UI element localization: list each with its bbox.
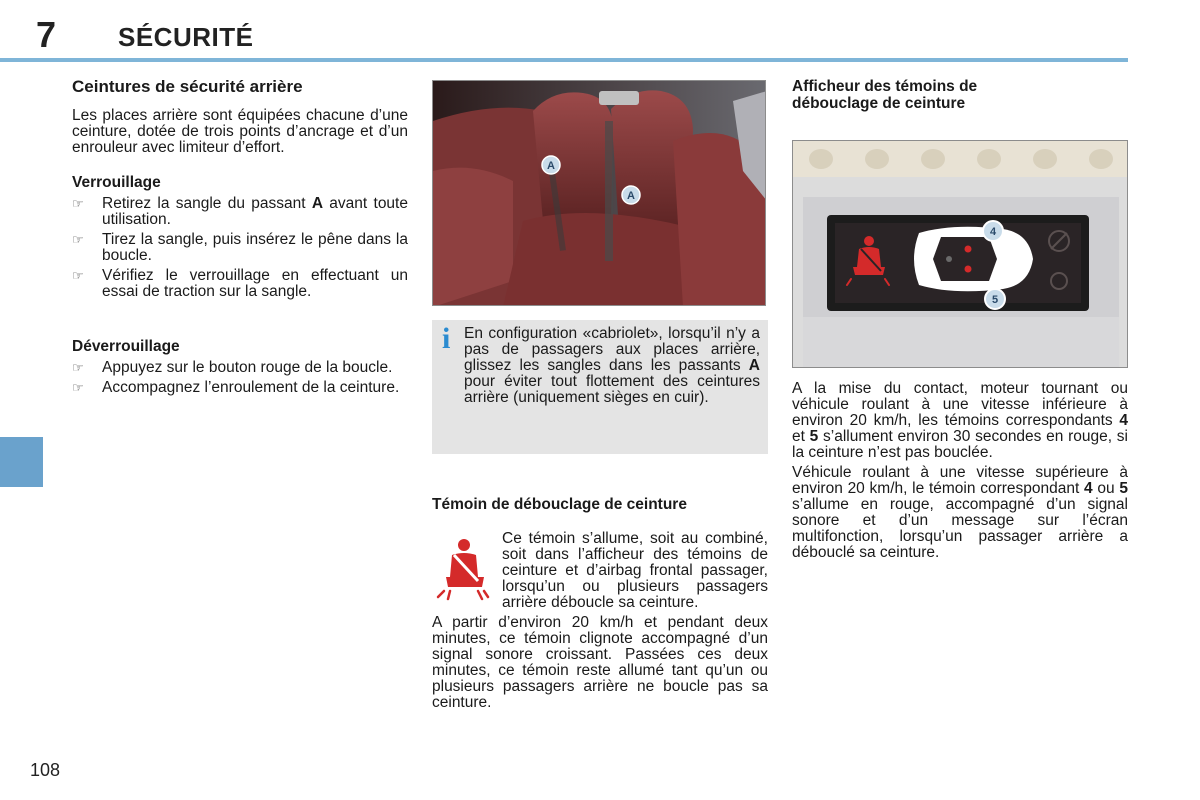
heading-unlocking: Déverrouillage [72, 338, 180, 355]
pointing-hand-icon: ☞ [72, 360, 84, 375]
page-header [0, 0, 1200, 64]
list-item: ☞ Accompagnez l’enroulement de la ceinture. [72, 379, 400, 396]
warning-paragraph-1: Ce témoin s’allume, soit au combiné, soit dans l’afficheur des témoins de ceinture et d’airbag frontal passager, lorsqu’un ou plusieurs passagers arrière déboucle sa ceinture. [502, 530, 768, 611]
display-paragraph-1: A la mise du contact, moteur tournant ou véhicule roulant à une vitesse inférieure à environ 20 km/h, les témoins correspondants 4 et 5 s’allument environ 30 secondes en rouge, si la ceinture n’est pas bouclée. [792, 380, 1129, 461]
right-column [792, 78, 1128, 565]
section-heading-rear-belts: Ceintures de sécurité arrière [72, 77, 303, 96]
label-a-left: A [547, 160, 555, 172]
heading-locking: Verrouillage [72, 174, 161, 191]
chapter-side-tab [0, 437, 43, 487]
unbuckle-warning-section [432, 531, 768, 711]
intro-paragraph: Les places arrière sont équipées chacune d’une ceinture, dotée de trois points d’ancrage et d’un enrouleur avec limiteur d’effort. [72, 107, 408, 156]
heading-warning-display: Afficheur des témoins de débouclage de ceinture [792, 78, 978, 112]
label-5: 5 [991, 294, 999, 306]
pointing-hand-icon: ☞ [72, 196, 84, 211]
chapter-title: SÉCURITÉ [118, 22, 254, 52]
info-icon: i [442, 322, 451, 355]
header-divider [0, 58, 1128, 62]
warning-paragraph-2: A partir d’environ 20 km/h et pendant deux minutes, ce témoin clignote accompagné d’un signal sonore croissant. Passées ces deux minutes, ce témoin reste allumé tant qu’un ou plusieurs passagers arrière ne boucle pas sa ceinture. [432, 614, 768, 711]
list-item: ☞ Retirez la sangle du passant A avant toute utilisation. [72, 195, 408, 228]
rear-seats-photo [432, 80, 766, 306]
pointing-hand-icon: ☞ [72, 232, 84, 247]
pointing-hand-icon: ☞ [72, 380, 84, 395]
page-number: 108 [30, 760, 61, 780]
list-item: ☞ Tirez la sangle, puis insérez le pêne dans la boucle. [72, 231, 408, 264]
label-4: 4 [989, 226, 997, 238]
left-column [72, 78, 408, 400]
unlocking-steps [72, 360, 408, 396]
chapter-number: 7 [36, 14, 57, 55]
label-a-right: A [627, 190, 635, 202]
info-note-box [432, 320, 768, 454]
list-item: ☞ Vérifiez le verrouillage en effectuant un essai de traction sur la sangle. [72, 267, 408, 300]
list-item: ☞ Appuyez sur le bouton rouge de la boucle. [72, 359, 393, 376]
heading-unbuckle-warning: Témoin de débouclage de ceinture [432, 496, 687, 513]
seatbelt-warning-icon [434, 537, 490, 601]
locking-steps [72, 196, 408, 300]
rear-seats-illustration [433, 81, 766, 306]
warning-display-photo [792, 140, 1128, 368]
display-paragraph-2: Véhicule roulant à une vitesse supérieure à environ 20 km/h, le témoin correspondant 4 ou 5 s’allume en rouge, accompagné d’un signal sonore et d’un message sur l’écran multifonction, lorsqu’un passager arrière a débouclé sa ceinture. [792, 464, 1128, 561]
pointing-hand-icon: ☞ [72, 268, 84, 283]
car-top-view-icon [914, 227, 1033, 292]
middle-column [432, 80, 768, 715]
info-note-text: En configuration «cabriolet», lorsqu’il n’y a pas de passagers aux places arrière, glissez les sangles dans les passants A pour éviter tout flottement des ceintures arrière (uniquement sièges en cuir). [464, 325, 760, 406]
warning-display-illustration [793, 141, 1128, 368]
